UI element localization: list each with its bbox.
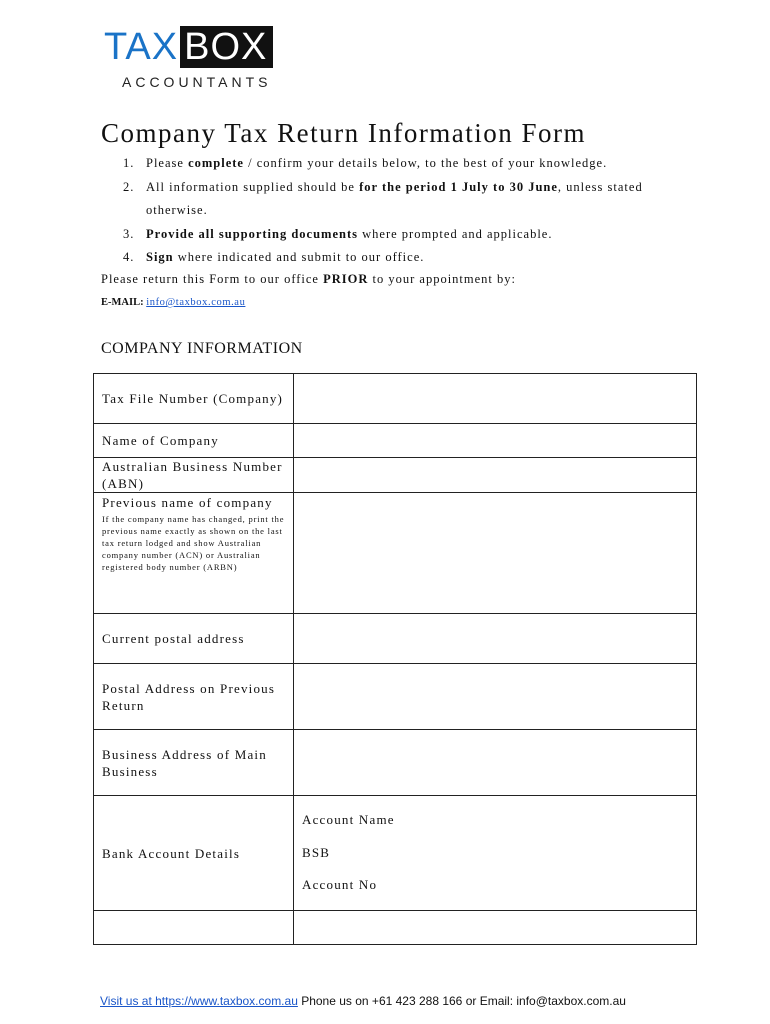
instruction-item: 3. Provide all supporting documents where prompted and applicable. (123, 226, 553, 241)
instruction-item: 2. All information supplied should be for the period 1 July to 30 June, unless stated otherwise. (123, 179, 643, 217)
contact-text: Phone us on +61 423 288 166 or Email: info@taxbox.com.au (297, 994, 626, 1008)
row-label (94, 493, 294, 614)
table-row (94, 664, 697, 730)
account-name-label: Account Name (302, 812, 395, 828)
logo-box-text: BOX (180, 26, 273, 68)
abn-field[interactable] (294, 458, 697, 493)
table-row (94, 796, 697, 911)
table-row (94, 493, 697, 614)
row-hint: If the company name has changed, print the previous name exactly as shown on the last tax return lodged and show Australian company number (ACN) or Australian registered body number (ARBN) (102, 514, 285, 572)
email-line (101, 297, 245, 308)
instruction-item: 1. Please complete / confirm your details below, to the best of your knowledge. (123, 156, 608, 170)
empty-cell[interactable] (94, 911, 294, 945)
bsb-label: BSB (302, 844, 331, 860)
table-row (94, 424, 697, 458)
row-label: Postal Address on Previous Return (94, 664, 294, 730)
footer (100, 994, 626, 1008)
company-info-table (93, 373, 697, 945)
table-row (94, 614, 697, 664)
row-label: Current postal address (94, 614, 294, 664)
logo-tax-text: TAX (104, 26, 179, 68)
table-row (94, 374, 697, 424)
business-address-field[interactable] (294, 730, 697, 796)
website-link[interactable]: Visit us at https://www.taxbox.com.au (100, 994, 298, 1008)
table-row (94, 730, 697, 796)
row-label-text: Previous name of company (102, 495, 273, 510)
logo-subtitle: ACCOUNTANTS (122, 74, 272, 90)
table-row (94, 458, 697, 493)
row-label: Tax File Number (Company) (94, 374, 294, 424)
instruction-item: 4. Sign where indicated and submit to our office. (123, 250, 425, 264)
row-label: Australian Business Number (ABN) (94, 458, 294, 493)
bank-details-cell[interactable] (294, 796, 697, 911)
table-row (94, 911, 697, 945)
tfn-field[interactable] (294, 374, 697, 424)
row-label: Business Address of Main Business (94, 730, 294, 796)
previous-name-field[interactable] (294, 493, 697, 614)
section-title: COMPANY INFORMATION (101, 340, 303, 357)
return-instruction: Please return this Form to our office PRIOR to your appointment by: (101, 272, 516, 286)
company-name-field[interactable] (294, 424, 697, 458)
postal-address-field[interactable] (294, 614, 697, 664)
previous-postal-address-field[interactable] (294, 664, 697, 730)
row-label: Name of Company (94, 424, 294, 458)
row-label: Bank Account Details (94, 796, 294, 911)
email-label: E-MAIL: (101, 297, 144, 308)
taxbox-logo (104, 26, 304, 96)
account-no-label: Account No (302, 877, 378, 893)
form-title: Company Tax Return Information Form (101, 118, 587, 148)
instructions-list (101, 152, 701, 270)
empty-cell[interactable] (294, 911, 697, 945)
email-link[interactable]: info@taxbox.com.au (146, 297, 246, 308)
